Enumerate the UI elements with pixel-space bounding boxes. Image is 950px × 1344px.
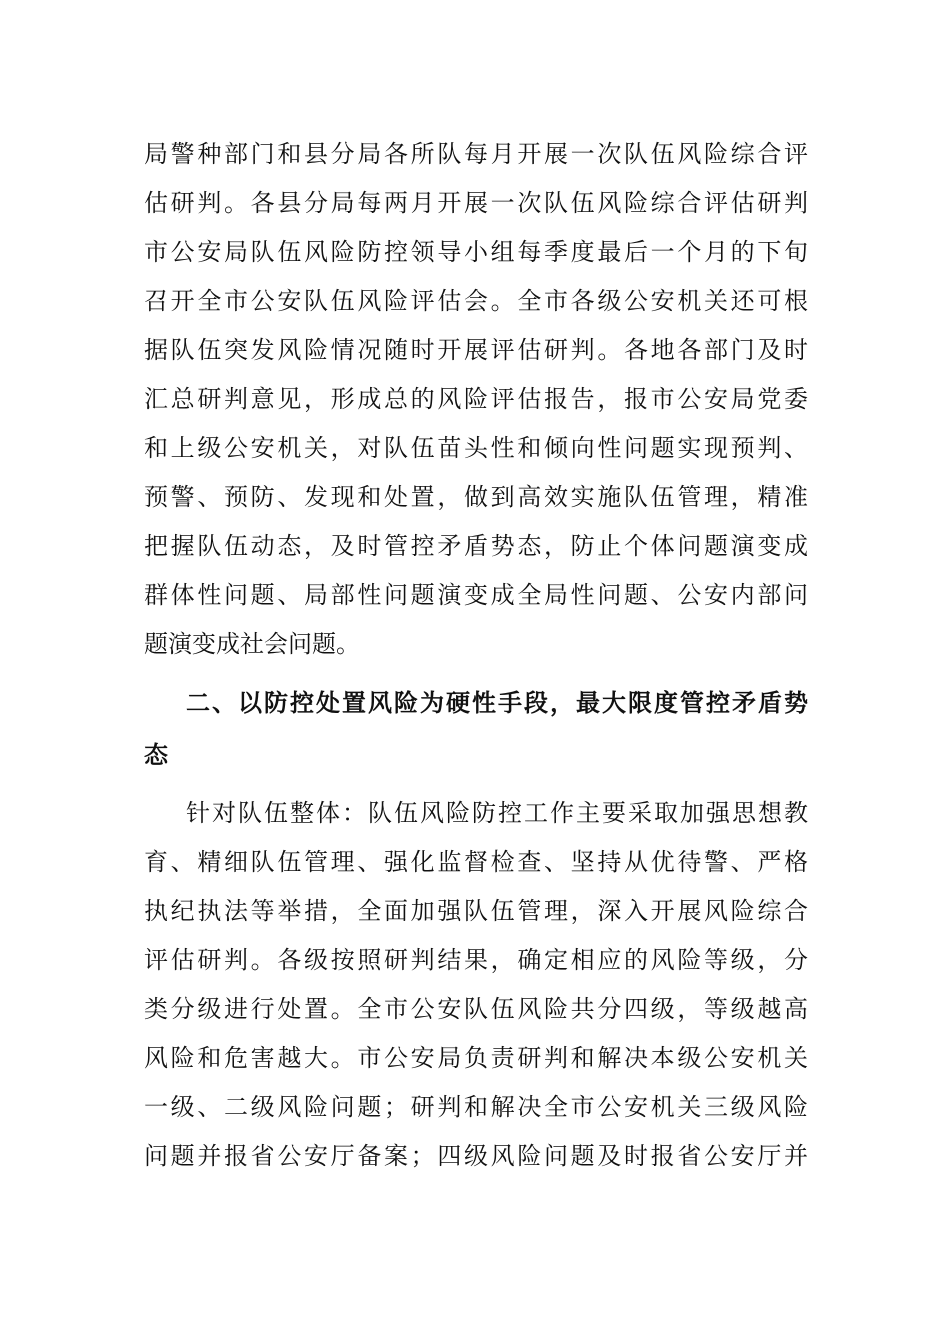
paragraph-2-line-1: 针对队伍整体：队伍风险防控工作主要采取加强思想教 [186,799,808,827]
paragraph-1-line-9: 把握队伍动态，及时管控矛盾势态，防止个体问题演变成 [144,532,808,560]
section-heading-line-1: 二、以防控处置风险为硬性手段，最大限度管控矛盾势 [186,689,808,717]
paragraph-1-line-2: 估研判。各县分局每两月开展一次队伍风险综合评估研判 [144,189,808,217]
paragraph-1-line-7: 和上级公安机关，对队伍苗头性和倾向性问题实现预判、 [144,434,808,462]
paragraph-1-line-10: 群体性问题、局部性问题演变成全局性问题、公安内部问 [144,581,808,609]
paragraph-2-line-8: 问题并报省公安厅备案；四级风险问题及时报省公安厅并 [144,1142,808,1170]
paragraph-1-line-1: 局警种部门和县分局各所队每月开展一次队伍风险综合评 [144,140,808,168]
paragraph-2-line-3: 执纪执法等举措，全面加强队伍管理，深入开展风险综合 [144,897,808,925]
paragraph-2-line-4: 评估研判。各级按照研判结果，确定相应的风险等级，分 [144,946,808,974]
paragraph-1-line-6: 汇总研判意见，形成总的风险评估报告，报市公安局党委 [144,385,808,413]
paragraph-1-line-3: 市公安局队伍风险防控领导小组每季度最后一个月的下旬 [144,238,808,266]
paragraph-2-line-5: 类分级进行处置。全市公安队伍风险共分四级，等级越高 [144,995,808,1023]
paragraph-1-line-11: 题演变成社会问题。 [144,630,360,658]
paragraph-1-line-8: 预警、预防、发现和处置，做到高效实施队伍管理，精准 [144,483,808,511]
paragraph-2-line-2: 育、精细队伍管理、强化监督检查、坚持从优待警、严格 [144,848,808,876]
paragraph-1-line-4: 召开全市公安队伍风险评估会。全市各级公安机关还可根 [144,287,808,315]
section-heading-line-2: 态 [144,741,168,769]
paragraph-1-line-5: 据队伍突发风险情况随时开展评估研判。各地各部门及时 [144,336,808,364]
paragraph-2-line-7: 一级、二级风险问题；研判和解决全市公安机关三级风险 [144,1093,808,1121]
paragraph-2-line-6: 风险和危害越大。市公安局负责研判和解决本级公安机关 [144,1044,808,1072]
